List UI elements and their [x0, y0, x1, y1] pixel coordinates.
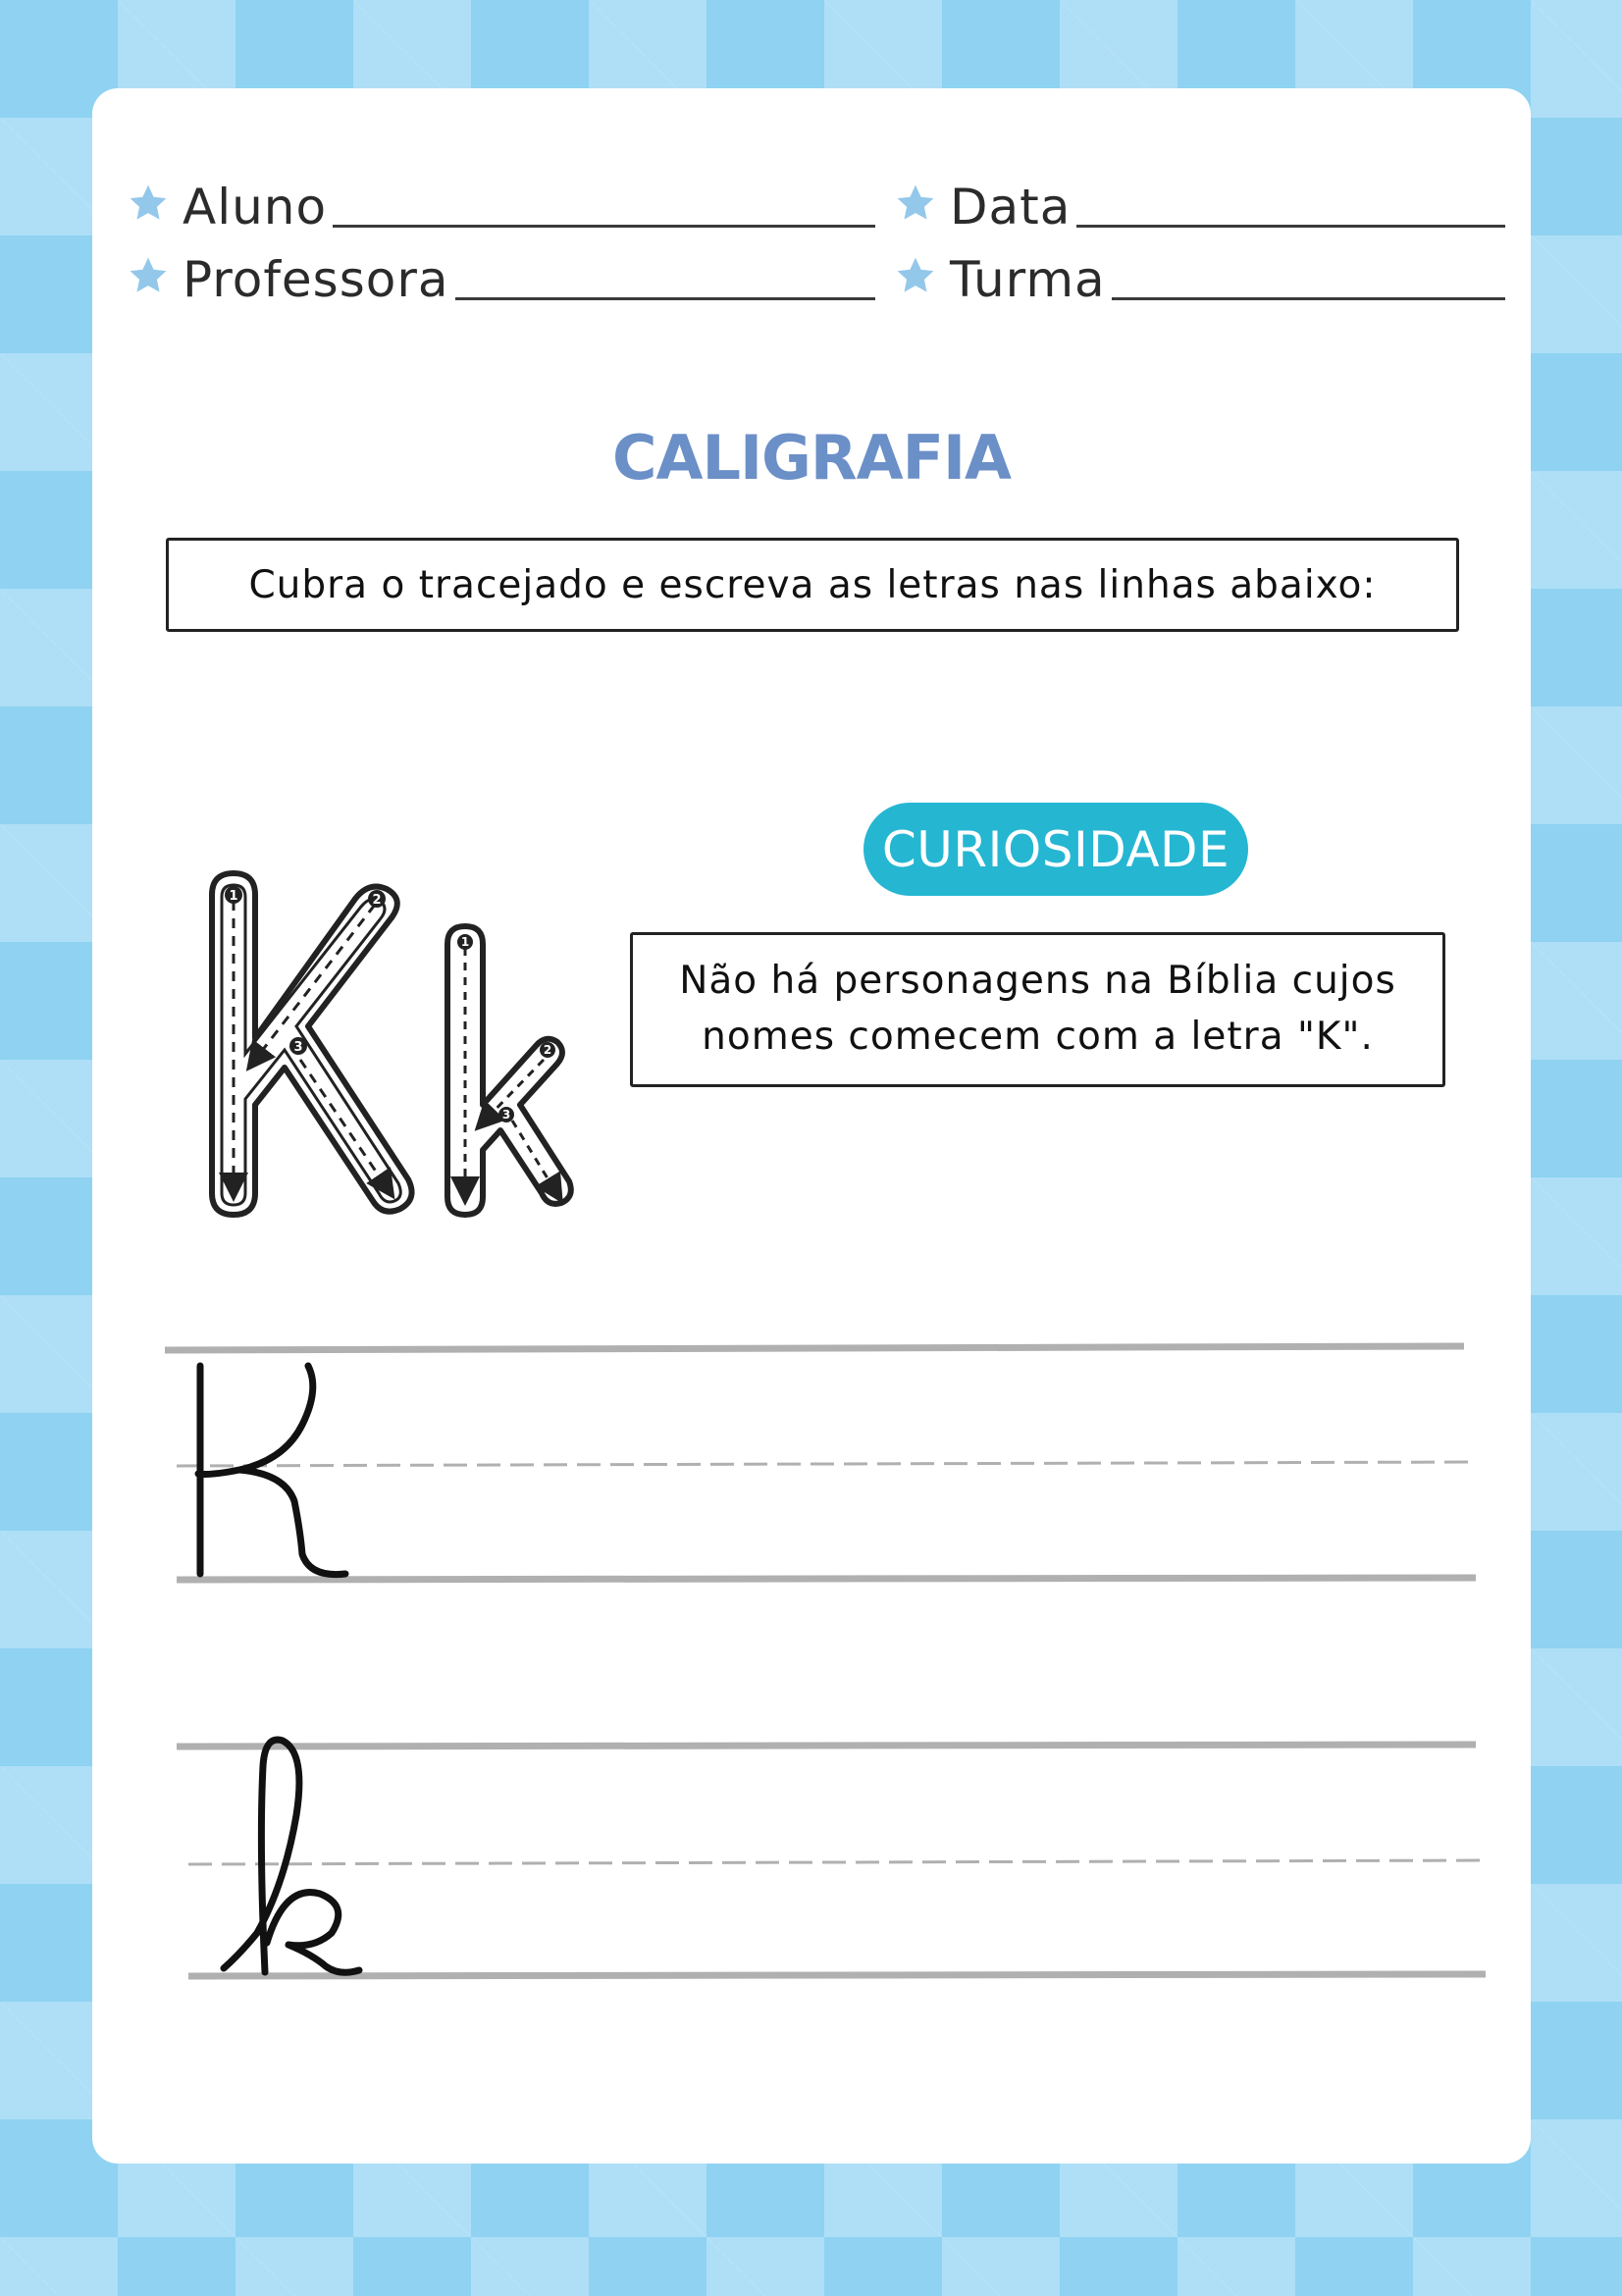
- writing-lines-lowercase: [177, 1745, 1486, 1976]
- instruction-text: Cubra o tracejado e escreva as letras nas linhas abaixo:: [248, 562, 1377, 607]
- stroke-number: 3: [501, 1108, 511, 1122]
- page-title: CALIGRAFIA: [611, 422, 1012, 494]
- stroke-number: 2: [543, 1043, 552, 1057]
- curiosity-badge: CURIOSIDADE: [863, 803, 1248, 896]
- worksheet: [92, 88, 1531, 2164]
- cursive-uppercase-k: [198, 1366, 345, 1575]
- stroke-number: 2: [372, 893, 382, 908]
- teacher-label: Professora: [183, 251, 449, 308]
- cursive-lowercase-k: [224, 1740, 359, 1972]
- writing-lines-uppercase: [165, 1346, 1476, 1580]
- handwriting-guides: [92, 88, 1531, 2164]
- curiosity-text: Não há personagens na Bíblia cujos nomes comecem com a letra "K".: [679, 959, 1396, 1059]
- class-label: Turma: [950, 251, 1106, 308]
- stroke-number: 1: [229, 889, 238, 904]
- date-label: Data: [950, 179, 1072, 235]
- student-label: Aluno: [183, 179, 328, 235]
- stroke-number: 1: [460, 935, 470, 949]
- stroke-number: 3: [293, 1040, 303, 1055]
